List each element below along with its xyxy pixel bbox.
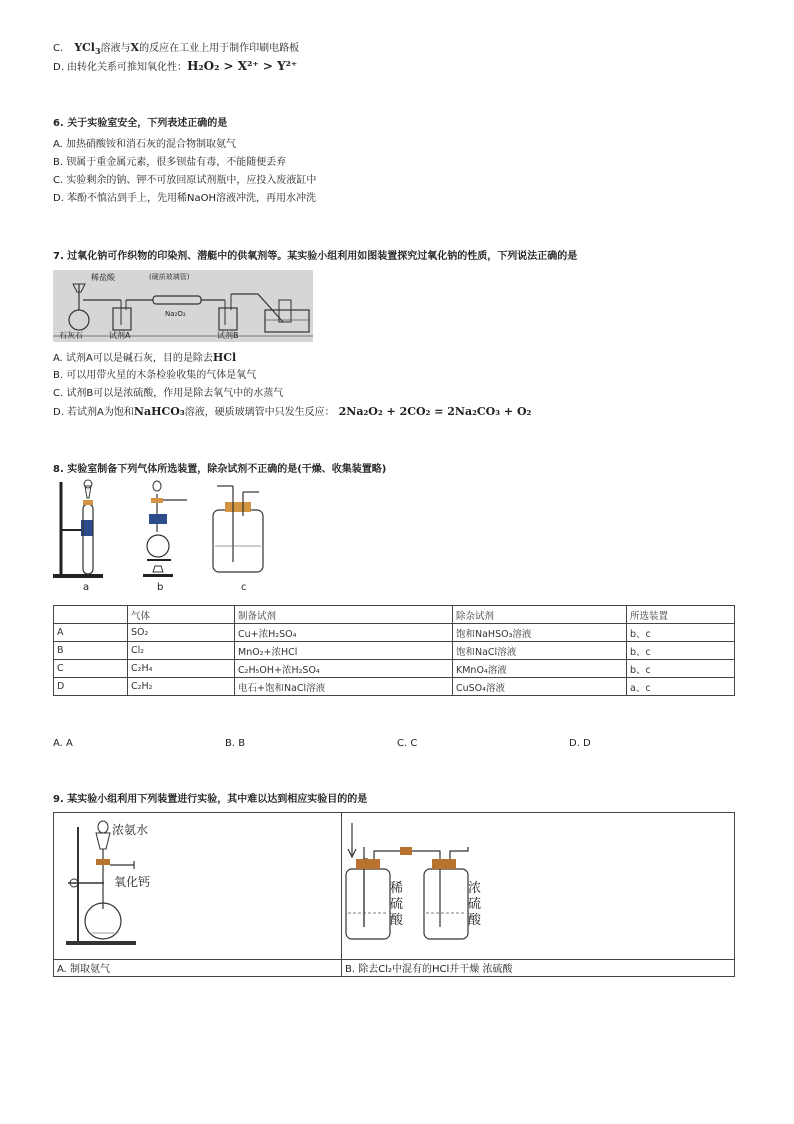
table-cell: KMnO₄溶液 xyxy=(453,660,627,678)
q9-figure-b-cell xyxy=(342,813,735,960)
q6-option-a: A. 加热硝酸铵和消石灰的混合物制取氨气 xyxy=(53,139,237,150)
table-cell: D xyxy=(54,678,128,696)
table-header-cell: 气体 xyxy=(128,606,235,624)
table-cell: Cu+浓H₂SO₄ xyxy=(235,624,453,642)
q9-table xyxy=(53,812,735,977)
ycl-sub: 3 xyxy=(94,46,101,57)
table-cell: SO₂ xyxy=(128,624,235,642)
label-conc-sulfuric-3: 酸 xyxy=(468,913,482,928)
table-header-cell xyxy=(54,606,128,624)
q5-option-d xyxy=(53,59,297,75)
q7-option-b: B. 可以用带火星的木条检验收集的气体是氧气 xyxy=(53,370,257,381)
label-conc-sulfuric-1: 浓 xyxy=(468,881,482,896)
fig-label-c: c xyxy=(241,582,247,593)
q9-caption-row xyxy=(54,960,735,977)
label-calcium-oxide: 氧化钙 xyxy=(114,875,151,889)
ycl-text: YCl xyxy=(74,41,95,54)
label-conc-ammonia: 浓氨水 xyxy=(112,823,149,837)
c-text1: 溶液与 xyxy=(100,43,131,54)
q9-stem: 9. 某实验小组利用下列装置进行实验，其中难以达到相应实验目的的是 xyxy=(53,794,368,805)
table-cell: C₂H₂ xyxy=(128,678,235,696)
q7-option-c: C. 试剂B可以是浓硫酸，作用是除去氧气中的水蒸气 xyxy=(53,388,284,399)
q9-figure-row xyxy=(54,813,735,960)
q8-answer-d: D. D xyxy=(569,738,591,749)
table-cell: MnO₂+浓HCl xyxy=(235,642,453,660)
table-row xyxy=(54,678,735,696)
q7-stem: 7. 过氧化钠可作织物的印染剂、潜艇中的供氧剂等。某实验小组利用如图装置探究过氧化钠的性质，下列说法正确的是 xyxy=(53,251,578,262)
label-limestone: 石灰石 xyxy=(59,331,83,340)
table-cell: B xyxy=(54,642,128,660)
q7-option-a xyxy=(53,351,236,366)
q7-option-d xyxy=(53,405,531,420)
table-cell: CuSO₄溶液 xyxy=(453,678,627,696)
table-cell: 饱和NaCl溶液 xyxy=(453,642,627,660)
c-x: X xyxy=(130,41,140,54)
table-header-cell: 制备试剂 xyxy=(235,606,453,624)
q7-d-text1: D. 若试剂A为饱和 xyxy=(53,407,134,418)
q7-a-text: A. 试剂A可以是碱石灰，目的是除去 xyxy=(53,353,213,364)
ycl3-formula xyxy=(74,41,101,57)
q7-apparatus-figure xyxy=(53,270,313,342)
table-cell: A xyxy=(54,624,128,642)
table-cell: Cl₂ xyxy=(128,642,235,660)
table-cell: C xyxy=(54,660,128,678)
oxidation-order-formula: H₂O₂ > X²⁺ > Y²⁺ xyxy=(187,59,298,73)
label-hard-glass-tube: (硬质玻璃管) xyxy=(149,273,190,281)
label-dilute-sulfuric-1: 稀 xyxy=(390,881,404,896)
label-na2o2: Na₂O₂ xyxy=(165,310,186,318)
table-header-row xyxy=(54,606,735,624)
q5-option-c xyxy=(53,41,299,58)
q8-answer-c: C. C xyxy=(397,738,418,749)
label-dilute-sulfuric-2: 硫 xyxy=(390,897,404,912)
q6-option-d: D. 苯酚不慎沾到手上，先用稀NaOH溶液冲洗，再用水冲洗 xyxy=(53,193,317,204)
q9-caption-b: B. 除去Cl₂中混有的HCl并干燥 浓硫酸 xyxy=(342,960,735,977)
table-cell: 电石+饱和NaCl溶液 xyxy=(235,678,453,696)
q7-d-equation: 2Na₂O₂ + 2CO₂ = 2Na₂CO₃ + O₂ xyxy=(338,405,532,418)
q9-caption-a: A. 制取氨气 xyxy=(54,960,342,977)
q8-apparatus-figure xyxy=(53,476,283,598)
fig-label-a: a xyxy=(83,582,90,593)
table-cell: C₂H₄ xyxy=(128,660,235,678)
table-row xyxy=(54,660,735,678)
q6-stem: 6. 关于实验室安全，下列表述正确的是 xyxy=(53,118,228,129)
fig-label-b: b xyxy=(157,582,164,593)
c-text2: 的反应在工业上用于制作印刷电路板 xyxy=(139,43,300,54)
table-row xyxy=(54,624,735,642)
table-row xyxy=(54,642,735,660)
q8-apparatus-drawing xyxy=(53,476,283,598)
table-cell: 饱和NaHSO₃溶液 xyxy=(453,624,627,642)
table-cell: b、c xyxy=(627,660,735,678)
gas-washing-drawing xyxy=(344,817,524,957)
q6-option-b: B. 钡属于重金属元素，很多钡盐有毒，不能随便丢弃 xyxy=(53,157,287,168)
label-dilute-sulfuric-3: 酸 xyxy=(390,913,404,928)
table-cell: b、c xyxy=(627,624,735,642)
q7-d-nahco3: NaHCO₃ xyxy=(133,405,185,418)
q6-option-c: C. 实验剩余的钠、钾不可放回原试剂瓶中，应投入废液缸中 xyxy=(53,175,317,186)
table-cell: C₂H₅OH+浓H₂SO₄ xyxy=(235,660,453,678)
label-conc-sulfuric-2: 硫 xyxy=(468,897,482,912)
label-reagent-a: 试剂A xyxy=(109,331,131,340)
table-cell: a、c xyxy=(627,678,735,696)
q8-answer-b: B. B xyxy=(225,738,246,749)
q8-stem: 8. 实验室制备下列气体所选装置，除杂试剂不正确的是(干燥、收集装置略) xyxy=(53,464,387,475)
label-reagent-b: 试剂B xyxy=(217,331,239,340)
q8-table xyxy=(53,605,735,696)
q9-figure-a-cell xyxy=(54,813,342,960)
option-c-prefix: C. xyxy=(53,43,64,54)
q7-a-hcl: HCl xyxy=(212,351,237,364)
option-d-prefix: D. 由转化关系可推知氧化性： xyxy=(53,62,188,73)
label-dilute-hcl: 稀盐酸 xyxy=(91,273,115,282)
q7-d-text2: 溶液，硬质玻璃管中只发生反应： xyxy=(184,407,335,418)
table-cell: b、c xyxy=(627,642,735,660)
q8-answer-a: A. A xyxy=(53,738,73,749)
table-header-cell: 除杂试剂 xyxy=(453,606,627,624)
table-header-cell: 所选装置 xyxy=(627,606,735,624)
